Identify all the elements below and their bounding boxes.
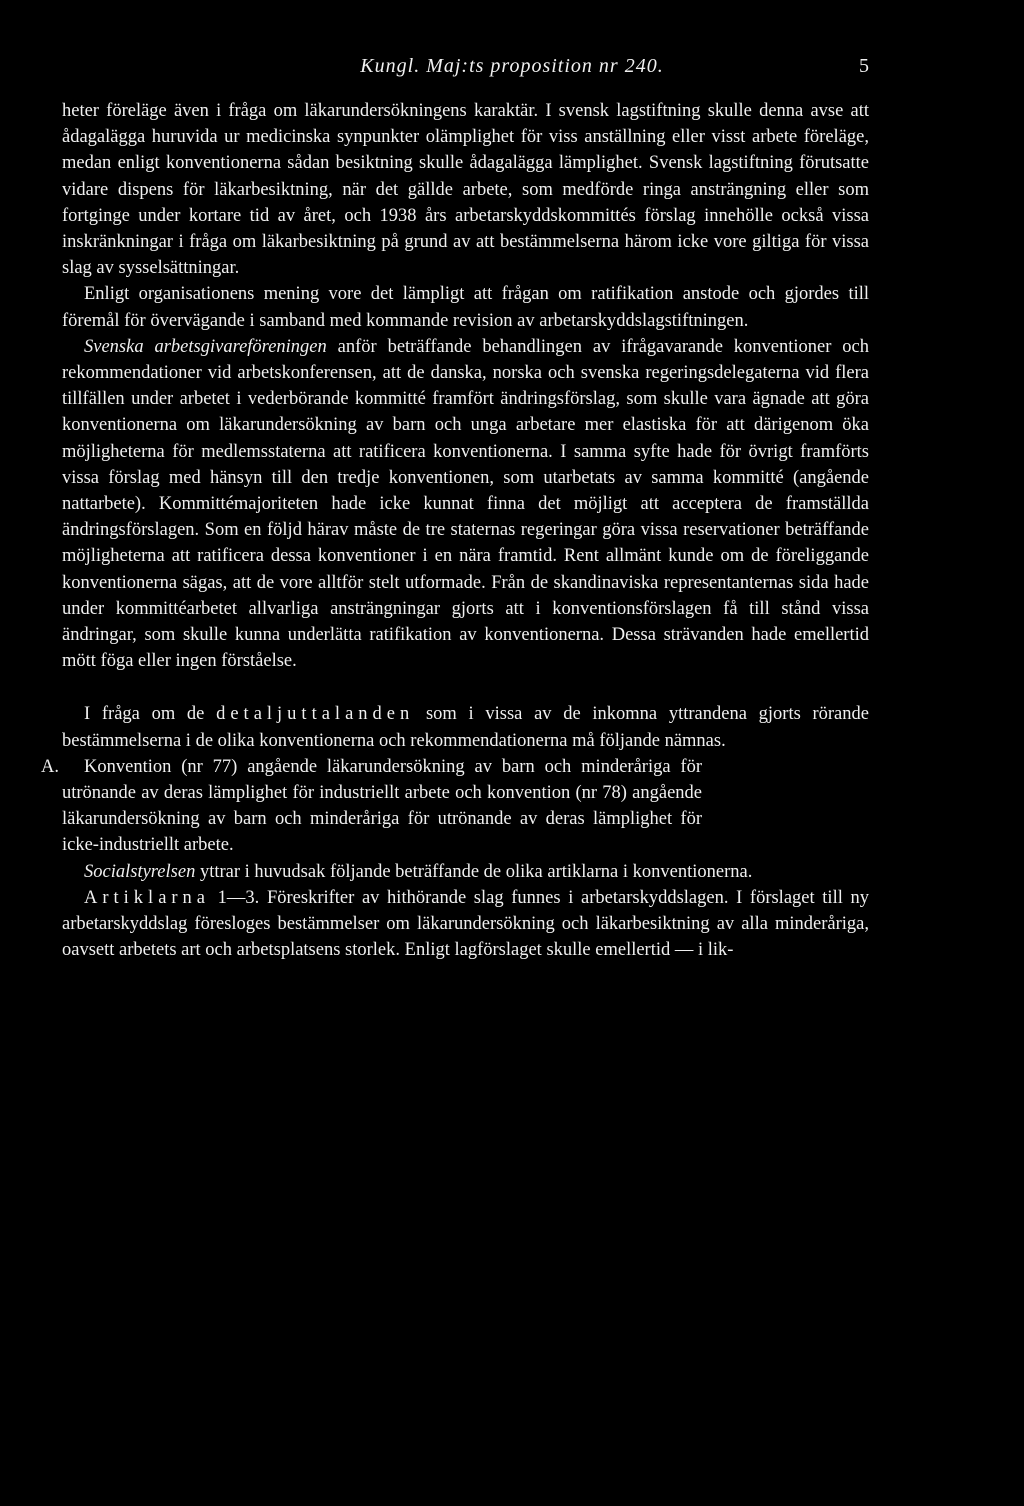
paragraph-3 <box>62 334 869 675</box>
paragraph-gap <box>62 674 869 701</box>
paragraph-3-subject: Svenska arbetsgivareföreningen <box>84 336 327 357</box>
paragraph-6-spaced-term: Artiklarna <box>84 887 211 908</box>
page-number: 5 <box>859 55 869 77</box>
paragraph-3-text: anför beträffande behandlingen av ifrågavarande konventioner och rekommendationer vid arbetskonferensen, att de danska, norska och svenska regeringsdelegaterna vid flera tillfällen under arbetet i vederbörande kommitté framfört ändringsförslag, som skulle vara ägnade att göra konventionerna om läkarundersökning av barn och unga arbetare mer elastiska för att därigenom öka möjligheterna för medlemsstaterna att ratificera konventionerna. I samma syfte hade för övrigt framförts vissa förslag med hänsyn till den tredje konventionen, som utarbetats av samma kommitté (angående nattarbete). Kommittémajoriteten hade icke kunnat finna det möjligt att acceptera de framställda ändringsförslagen. Som en följd härav måste de tre staternas regeringar göra vissa reservationer beträffande möjligheterna att ratificera dessa konventioner i en nära framtid. Rent allmänt kunde om de föreliggande konventionerna sägas, att de vore alltför stelt utformade. Från de skandinaviska representanternas sida hade under kommittéarbetet allvarliga ansträngningar gjorts att i konventionsförslagen få till stånd vissa ändringar, som skulle kunna underlätta ratifikation av konventionerna. Dessa strävanden hade emellertid mött föga eller ingen förståelse. <box>62 336 869 672</box>
paragraph-5-subject: Socialstyrelsen <box>84 861 196 882</box>
paragraph-5 <box>62 859 869 885</box>
paragraph-6 <box>62 885 869 964</box>
paragraph-4-spaced-term: detaljuttalanden <box>216 704 415 725</box>
section-text: Konvention (nr 77) angående läkarundersökning av barn och minderåriga för utrönande av deras lämplighet för industriellt arbete och konvention (nr 78) angående läkarundersökning av barn och minderåriga för utrönande av deras lämplighet för icke-industriellt arbete. <box>62 756 702 856</box>
paragraph-4-prefix: I fråga om de <box>84 704 217 725</box>
paragraph-4-text: som i vissa av de inkomna yttrandena gjorts rörande bestämmelserna i de olika konventionerna och rekommendationerna må följande nämnas. <box>62 704 869 751</box>
paragraph-2: Enligt organisationens mening vore det lämpligt att frågan om ratifikation anstode och gjordes till föremål för övervägande i samband med kommande revision av arbetarskyddslagstiftningen. <box>62 284 869 331</box>
paragraph-5-text: yttrar i huvudsak följande beträffande de olika artiklarna i konventionerna. <box>195 861 753 882</box>
body-text <box>41 98 869 964</box>
running-header: Kungl. Maj:ts proposition nr 240. <box>360 55 664 77</box>
paragraph-6-text: 1—3. Föreskrifter av hithörande slag funnes i arbetarskyddslagen. I förslaget till ny arbetarskyddslag föresloges bestämmelser om läkarundersökning och läkarbesiktning av alla minderåriga, oavsett arbetets art och arbetsplatsens storlek. Enligt lagförslaget skulle emellertid — i lik- <box>62 887 869 961</box>
paragraph-1: heter föreläge även i fråga om läkarundersökningens karaktär. I svensk lagstiftning skulle denna avse att ådagalägga huruvida ur medicinska synpunkter olämplighet för viss anställning eller visst arbete föreläge, medan enligt konventionerna sådan besiktning skulle ådagalägga lämplighet. Svensk lagstiftning förutsatte vidare dispens för läkarbesiktning, när det gällde arbete, som medförde ringa ansträngning eller som fortginge under kortare tid av året, och 1938 års arbetarskyddskommittés förslag innehölle också vissa inskränkningar i fråga om läkarbesiktning på grund av att bestämmelserna härom icke vore giltiga för vissa slag av sysselsättningar. <box>62 101 869 279</box>
section-heading <box>41 754 702 859</box>
section-label: A. <box>41 756 59 777</box>
paragraph-4 <box>62 701 869 753</box>
